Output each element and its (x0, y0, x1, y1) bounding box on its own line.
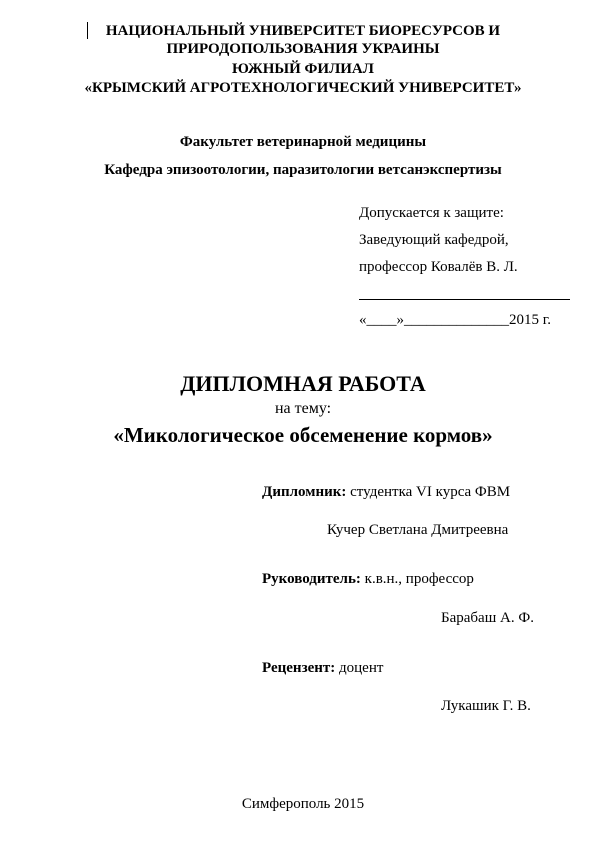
graduate-value: студентка VI курса ФВМ (346, 484, 511, 500)
city-year: Симферополь 2015 (241, 796, 365, 812)
graduate-line (262, 483, 510, 501)
approval-line-2: Заведующий кафедрой, (359, 232, 509, 248)
university-subname: «КРЫМСКИЙ АГРОТЕХНОЛОГИЧЕСКИЙ УНИВЕРСИТЕТ» (84, 80, 522, 96)
reviewer-label: Рецензент: (262, 660, 336, 676)
reviewer-value: доцент (335, 660, 384, 676)
approval-line-1: Допускается к защите: (359, 205, 504, 221)
branch-name: ЮЖНЫЙ ФИЛИАЛ (232, 61, 374, 77)
faculty-name: Факультет ветеринарной медицины (179, 134, 427, 150)
supervisor-line (262, 570, 474, 588)
document-subtitle: на тему: (274, 400, 332, 417)
department-name: Кафедра эпизоотологии, паразитологии ветсанэкспертизы (104, 162, 502, 178)
university-name-line2: ПРИРОДОПОЛЬЗОВАНИЯ УКРАИНЫ (166, 41, 440, 57)
approval-line-3: профессор Ковалёв В. Л. (359, 259, 518, 275)
signature-line (359, 299, 570, 300)
thesis-topic: «Микологическое обсеменение кормов» (113, 423, 493, 447)
supervisor-value: к.в.н., профессор (360, 571, 474, 587)
reviewer-name: Лукашик Г. В. (441, 698, 531, 714)
graduate-label: Дипломник: (262, 484, 347, 500)
graduate-name: Кучер Светлана Дмитреевна (327, 522, 509, 538)
document-type-heading: ДИПЛОМНАЯ РАБОТА (180, 371, 426, 396)
university-name-line1: НАЦИОНАЛЬНЫЙ УНИВЕРСИТЕТ БИОРЕСУРСОВ И (105, 23, 501, 39)
supervisor-label: Руководитель: (262, 571, 361, 587)
approval-date-line: «____»______________2015 г. (359, 312, 551, 328)
supervisor-name: Барабаш А. Ф. (441, 610, 534, 626)
reviewer-line (262, 659, 383, 677)
